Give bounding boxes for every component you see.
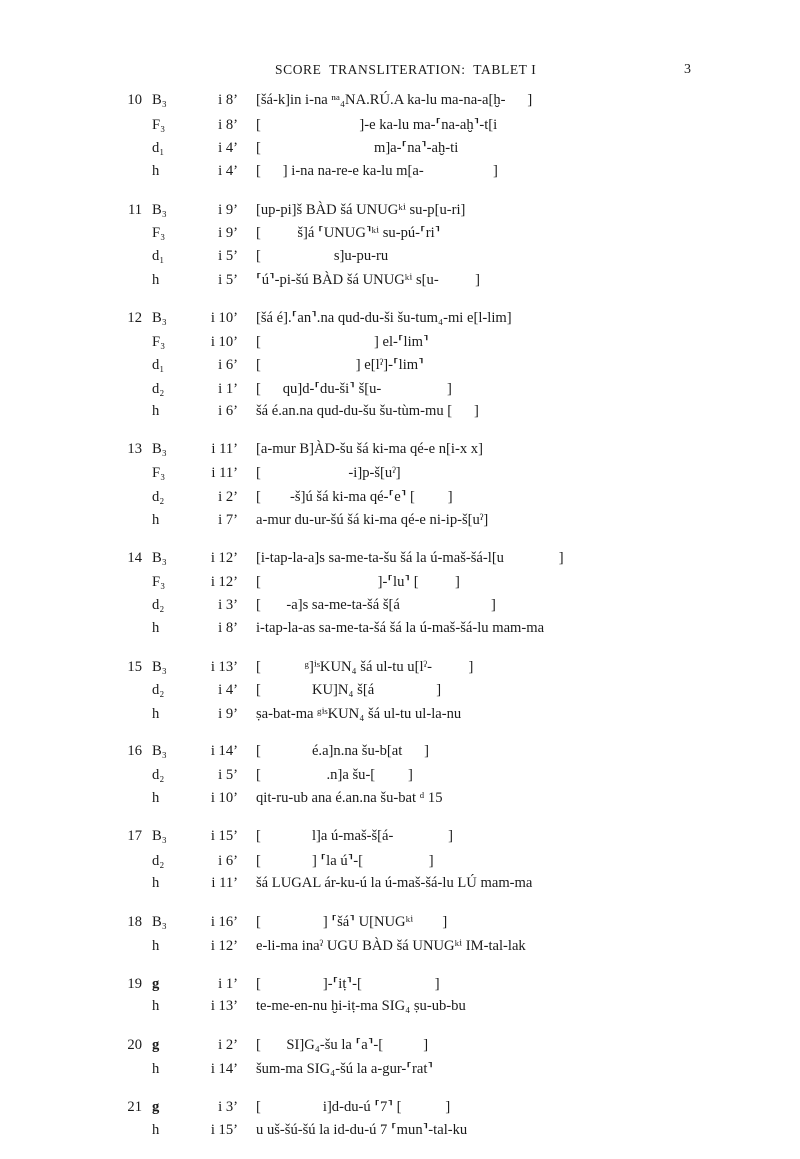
manuscript-siglum: B₃ — [152, 549, 167, 566]
manuscript-siglum: d₂ — [152, 766, 165, 783]
score-group — [0, 550, 800, 644]
column-line-reference: i 11’ — [211, 875, 238, 891]
line-number: 10 — [127, 92, 142, 108]
score-line-row — [0, 682, 800, 706]
transliteration-text: [ ] el-⸢lim⸣ — [256, 333, 429, 350]
column-line-reference: i 14’ — [210, 743, 238, 759]
line-number: 18 — [127, 914, 142, 930]
transliteration-text: [ KU]N₄ š[á ] — [256, 681, 442, 698]
score-line-row — [0, 597, 800, 621]
column-line-reference: i 11’ — [211, 441, 238, 457]
transliteration-text: [ ]-⸢lu⸣ [ ] — [256, 574, 460, 590]
manuscript-siglum: d₁ — [152, 140, 165, 156]
line-number: 20 — [127, 1037, 142, 1053]
score-line-row — [0, 1036, 800, 1060]
column-line-reference: i 10’ — [210, 310, 238, 326]
score-group — [0, 1036, 800, 1083]
column-line-reference: i 9’ — [218, 706, 238, 722]
score-line-row — [0, 139, 800, 163]
score-line-row — [0, 852, 800, 876]
transliteration-text: [a-mur B]ÀD-šu šá ki-ma qé-e n[i-x x] — [256, 441, 483, 457]
score-line-row — [0, 573, 800, 597]
transliteration-text: [ é.a]n.na šu-b[at ] — [256, 743, 430, 759]
manuscript-siglum: h — [152, 937, 160, 954]
line-number: 11 — [127, 201, 142, 218]
score-line-row — [0, 998, 800, 1022]
transliteration-text: [ .n]a šu-[ ] — [256, 766, 413, 783]
column-line-reference: i 8’ — [218, 92, 238, 108]
column-line-reference: i 15’ — [210, 828, 238, 844]
score-line-row — [0, 441, 800, 465]
column-line-reference: i 14’ — [210, 1060, 238, 1077]
column-line-reference: i 10’ — [210, 333, 238, 350]
score-group — [0, 975, 800, 1022]
manuscript-siglum: d₂ — [152, 489, 165, 505]
score-line-row — [0, 658, 800, 682]
transliteration-text: i-tap-la-as sa-me-ta-šá šá la ú-maš-šá-lu mam-ma — [256, 620, 545, 636]
line-number: 21 — [127, 1098, 142, 1115]
manuscript-siglum: h — [152, 403, 160, 419]
transliteration-text: [ ] ⸢šá⸣ U[NUGᵏⁱ ] — [256, 914, 448, 930]
manuscript-siglum: d₂ — [152, 852, 165, 869]
line-number: 13 — [127, 441, 142, 457]
column-line-reference: i 3’ — [218, 1098, 238, 1115]
column-line-reference: i 5’ — [218, 766, 238, 783]
column-line-reference: i 3’ — [218, 596, 238, 613]
column-line-reference: i 15’ — [210, 1122, 238, 1138]
transliteration-text: [ s]u-pu-ru — [256, 247, 389, 264]
score-group — [0, 92, 800, 186]
line-number: 12 — [127, 310, 142, 326]
column-line-reference: i 6’ — [218, 403, 238, 419]
score-line-row — [0, 163, 800, 187]
transliteration-text: šá LUGAL ár-ku-ú la ú-maš-šá-lu LÚ mam-ma — [256, 875, 533, 891]
score-line-row — [0, 705, 800, 729]
transliteration-text: [ ] ⸢la ú⸣-[ ] — [256, 852, 434, 869]
score-group — [0, 658, 800, 729]
transliteration-text: [šá-k]in i-na ⁿᵃ₄NA.RÚ.A ka-lu ma-na-a[ḫ- ] — [256, 92, 533, 108]
score-line-row — [0, 403, 800, 427]
column-line-reference: i 5’ — [218, 247, 238, 264]
transliteration-text: [ ]-⸢iṭ⸣-[ ] — [256, 975, 440, 992]
column-line-reference: i 16’ — [210, 914, 238, 930]
column-line-reference: i 2’ — [218, 1037, 238, 1053]
manuscript-siglum: g — [152, 1098, 160, 1115]
score-line-row — [0, 620, 800, 644]
transliteration-text: [ i]d-du-ú ⸢7⸣ [ ] — [256, 1098, 451, 1115]
transliteration-text: u uš-šú-šú la id-du-ú 7 ⸢mun⸣-tal-ku — [256, 1122, 468, 1138]
manuscript-siglum: h — [152, 1060, 160, 1077]
column-line-reference: i 12’ — [210, 574, 238, 590]
manuscript-siglum: d₂ — [152, 380, 165, 397]
score-line-row — [0, 1060, 800, 1084]
manuscript-siglum: g — [152, 1037, 160, 1053]
score-line-row — [0, 1098, 800, 1122]
manuscript-siglum: B₃ — [152, 914, 167, 930]
column-line-reference: i 7’ — [218, 511, 238, 528]
score-line-row — [0, 333, 800, 357]
transliteration-text: qit-ru-ub ana é.an.na šu-bat ᵈ 15 — [256, 790, 443, 806]
manuscript-siglum: B₃ — [152, 201, 167, 218]
column-line-reference: i 11’ — [211, 464, 238, 481]
transliteration-text: šá é.an.na qud-du-šu šu-tùm-mu [ ] — [256, 403, 479, 419]
manuscript-siglum: F₃ — [152, 333, 166, 350]
transliteration-text: te-me-en-nu ḫi-iṭ-ma SIG₄ ṣu-ub-bu — [256, 998, 466, 1014]
column-line-reference: i 13’ — [210, 659, 238, 675]
score-transliteration-body — [0, 92, 800, 1159]
running-head — [0, 62, 800, 84]
score-line-row — [0, 512, 800, 536]
column-line-reference: i 9’ — [218, 201, 238, 218]
score-line-row — [0, 201, 800, 225]
manuscript-siglum: h — [152, 706, 160, 722]
manuscript-siglum: B₃ — [152, 828, 167, 844]
manuscript-siglum: F₃ — [152, 225, 166, 241]
manuscript-siglum: g — [152, 975, 160, 992]
transliteration-text: [ -š]ú šá ki-ma qé-⸢e⸣ [ ] — [256, 489, 453, 505]
manuscript-siglum: d₂ — [152, 596, 165, 613]
transliteration-text: [ l]a ú-maš-š[á- ] — [256, 828, 453, 844]
manuscript-siglum: F₃ — [152, 116, 166, 133]
running-head-title: SCORE TRANSLITERATION: TABLET I — [275, 62, 537, 77]
score-line-row — [0, 767, 800, 791]
manuscript-siglum: h — [152, 162, 160, 179]
score-line-row — [0, 975, 800, 999]
score-line-row — [0, 356, 800, 380]
manuscript-siglum: B₃ — [152, 441, 167, 457]
transliteration-text: [ qu]d-⸢du-ši⸣ š[u- ] — [256, 380, 452, 397]
score-line-row — [0, 1121, 800, 1145]
page-number: 3 — [684, 62, 691, 77]
transliteration-text: [ ]-e ka-lu ma-⸢na-aḫ⸣-t[i — [256, 116, 498, 133]
line-number: 16 — [127, 743, 142, 759]
score-line-row — [0, 828, 800, 852]
manuscript-siglum: F₃ — [152, 574, 166, 590]
column-line-reference: i 2’ — [218, 489, 238, 505]
score-line-row — [0, 116, 800, 140]
manuscript-siglum: d₂ — [152, 681, 165, 698]
transliteration-text: [ -a]s sa-me-ta-šá š[á ] — [256, 596, 496, 613]
score-line-row — [0, 937, 800, 961]
transliteration-text: [ ᵍ]ⁱˢKUN₄ šá ul-tu u[lˀ- ] — [256, 659, 474, 675]
manuscript-siglum: d₁ — [152, 357, 165, 373]
manuscript-siglum: B₃ — [152, 659, 167, 675]
transliteration-text: ṣa-bat-ma ᵍⁱˢKUN₄ šá ul-tu ul-la-nu — [256, 706, 462, 722]
column-line-reference: i 8’ — [218, 116, 238, 133]
line-number: 15 — [127, 659, 142, 675]
manuscript-siglum: d₁ — [152, 247, 165, 264]
score-group — [0, 201, 800, 295]
score-line-row — [0, 92, 800, 116]
transliteration-text: [ š]á ⸢UNUG⸣ᵏⁱ su-pú-⸢ri⸣ — [256, 225, 441, 241]
transliteration-text: ⸢ú⸣-pi-šú BÀD šá UNUGᵏⁱ s[u- ] — [256, 272, 481, 288]
transliteration-text: e-li-ma inaˀ UGU BÀD šá UNUGᵏⁱ IM-tal-lak — [256, 937, 526, 954]
column-line-reference: i 6’ — [218, 357, 238, 373]
manuscript-siglum: h — [152, 998, 160, 1014]
manuscript-siglum: F₃ — [152, 464, 166, 481]
column-line-reference: i 12’ — [210, 549, 238, 566]
transliteration-text: [ m]a-⸢na⸣-aḫ-ti — [256, 140, 459, 156]
transliteration-text: [ SI]G₄-šu la ⸢a⸣-[ ] — [256, 1037, 429, 1053]
score-line-row — [0, 248, 800, 272]
score-line-row — [0, 271, 800, 295]
manuscript-siglum: B₃ — [152, 92, 167, 108]
column-line-reference: i 4’ — [218, 162, 238, 179]
manuscript-siglum: h — [152, 511, 160, 528]
manuscript-siglum: h — [152, 1122, 160, 1138]
transliteration-text: a-mur du-ur-šú šá ki-ma qé-e ni-ip-š[uˀ] — [256, 511, 489, 528]
line-number: 19 — [127, 975, 142, 992]
score-line-row — [0, 790, 800, 814]
column-line-reference: i 4’ — [218, 140, 238, 156]
manuscript-siglum: B₃ — [152, 743, 167, 759]
score-line-row — [0, 875, 800, 899]
score-line-row — [0, 380, 800, 404]
score-group — [0, 441, 800, 535]
transliteration-text: [i-tap-la-a]s sa-me-ta-šu šá la ú-maš-šá-l[u ] — [256, 549, 564, 566]
score-group — [0, 743, 800, 814]
column-line-reference: i 12’ — [210, 937, 238, 954]
column-line-reference: i 9’ — [218, 225, 238, 241]
score-line-row — [0, 488, 800, 512]
column-line-reference: i 10’ — [210, 790, 238, 806]
transliteration-text: [ -i]p-š[uˀ] — [256, 464, 401, 481]
manuscript-siglum: h — [152, 875, 160, 891]
column-line-reference: i 1’ — [218, 380, 238, 397]
transliteration-text: [ ] e[lˀ]-⸢lim⸣ — [256, 357, 424, 373]
transliteration-text: [ ] i-na na-re-e ka-lu m[a- ] — [256, 162, 498, 179]
manuscript-siglum: h — [152, 272, 160, 288]
transliteration-text: šum-ma SIG₄-šú la a-gur-⸢rat⸣ — [256, 1060, 434, 1077]
line-number: 14 — [127, 549, 142, 566]
manuscript-siglum: h — [152, 790, 160, 806]
transliteration-text: [šá é].⸢an⸣.na qud-du-ši šu-tum₄-mi e[l-lim] — [256, 310, 512, 326]
column-line-reference: i 4’ — [218, 681, 238, 698]
column-line-reference: i 1’ — [218, 975, 238, 992]
score-group — [0, 828, 800, 899]
score-line-row — [0, 743, 800, 767]
line-number: 17 — [127, 828, 142, 844]
column-line-reference: i 8’ — [218, 620, 238, 636]
score-line-row — [0, 309, 800, 333]
score-line-row — [0, 550, 800, 574]
score-line-row — [0, 913, 800, 937]
column-line-reference: i 5’ — [218, 272, 238, 288]
transliteration-text: [up-pi]š BÀD šá UNUGᵏⁱ su-p[u-ri] — [256, 201, 466, 218]
score-line-row — [0, 465, 800, 489]
manuscript-siglum: h — [152, 620, 160, 636]
score-line-row — [0, 224, 800, 248]
column-line-reference: i 6’ — [218, 852, 238, 869]
manuscript-siglum: B₃ — [152, 310, 167, 326]
score-group — [0, 1098, 800, 1145]
column-line-reference: i 13’ — [210, 998, 238, 1014]
score-group — [0, 913, 800, 960]
score-group — [0, 309, 800, 427]
